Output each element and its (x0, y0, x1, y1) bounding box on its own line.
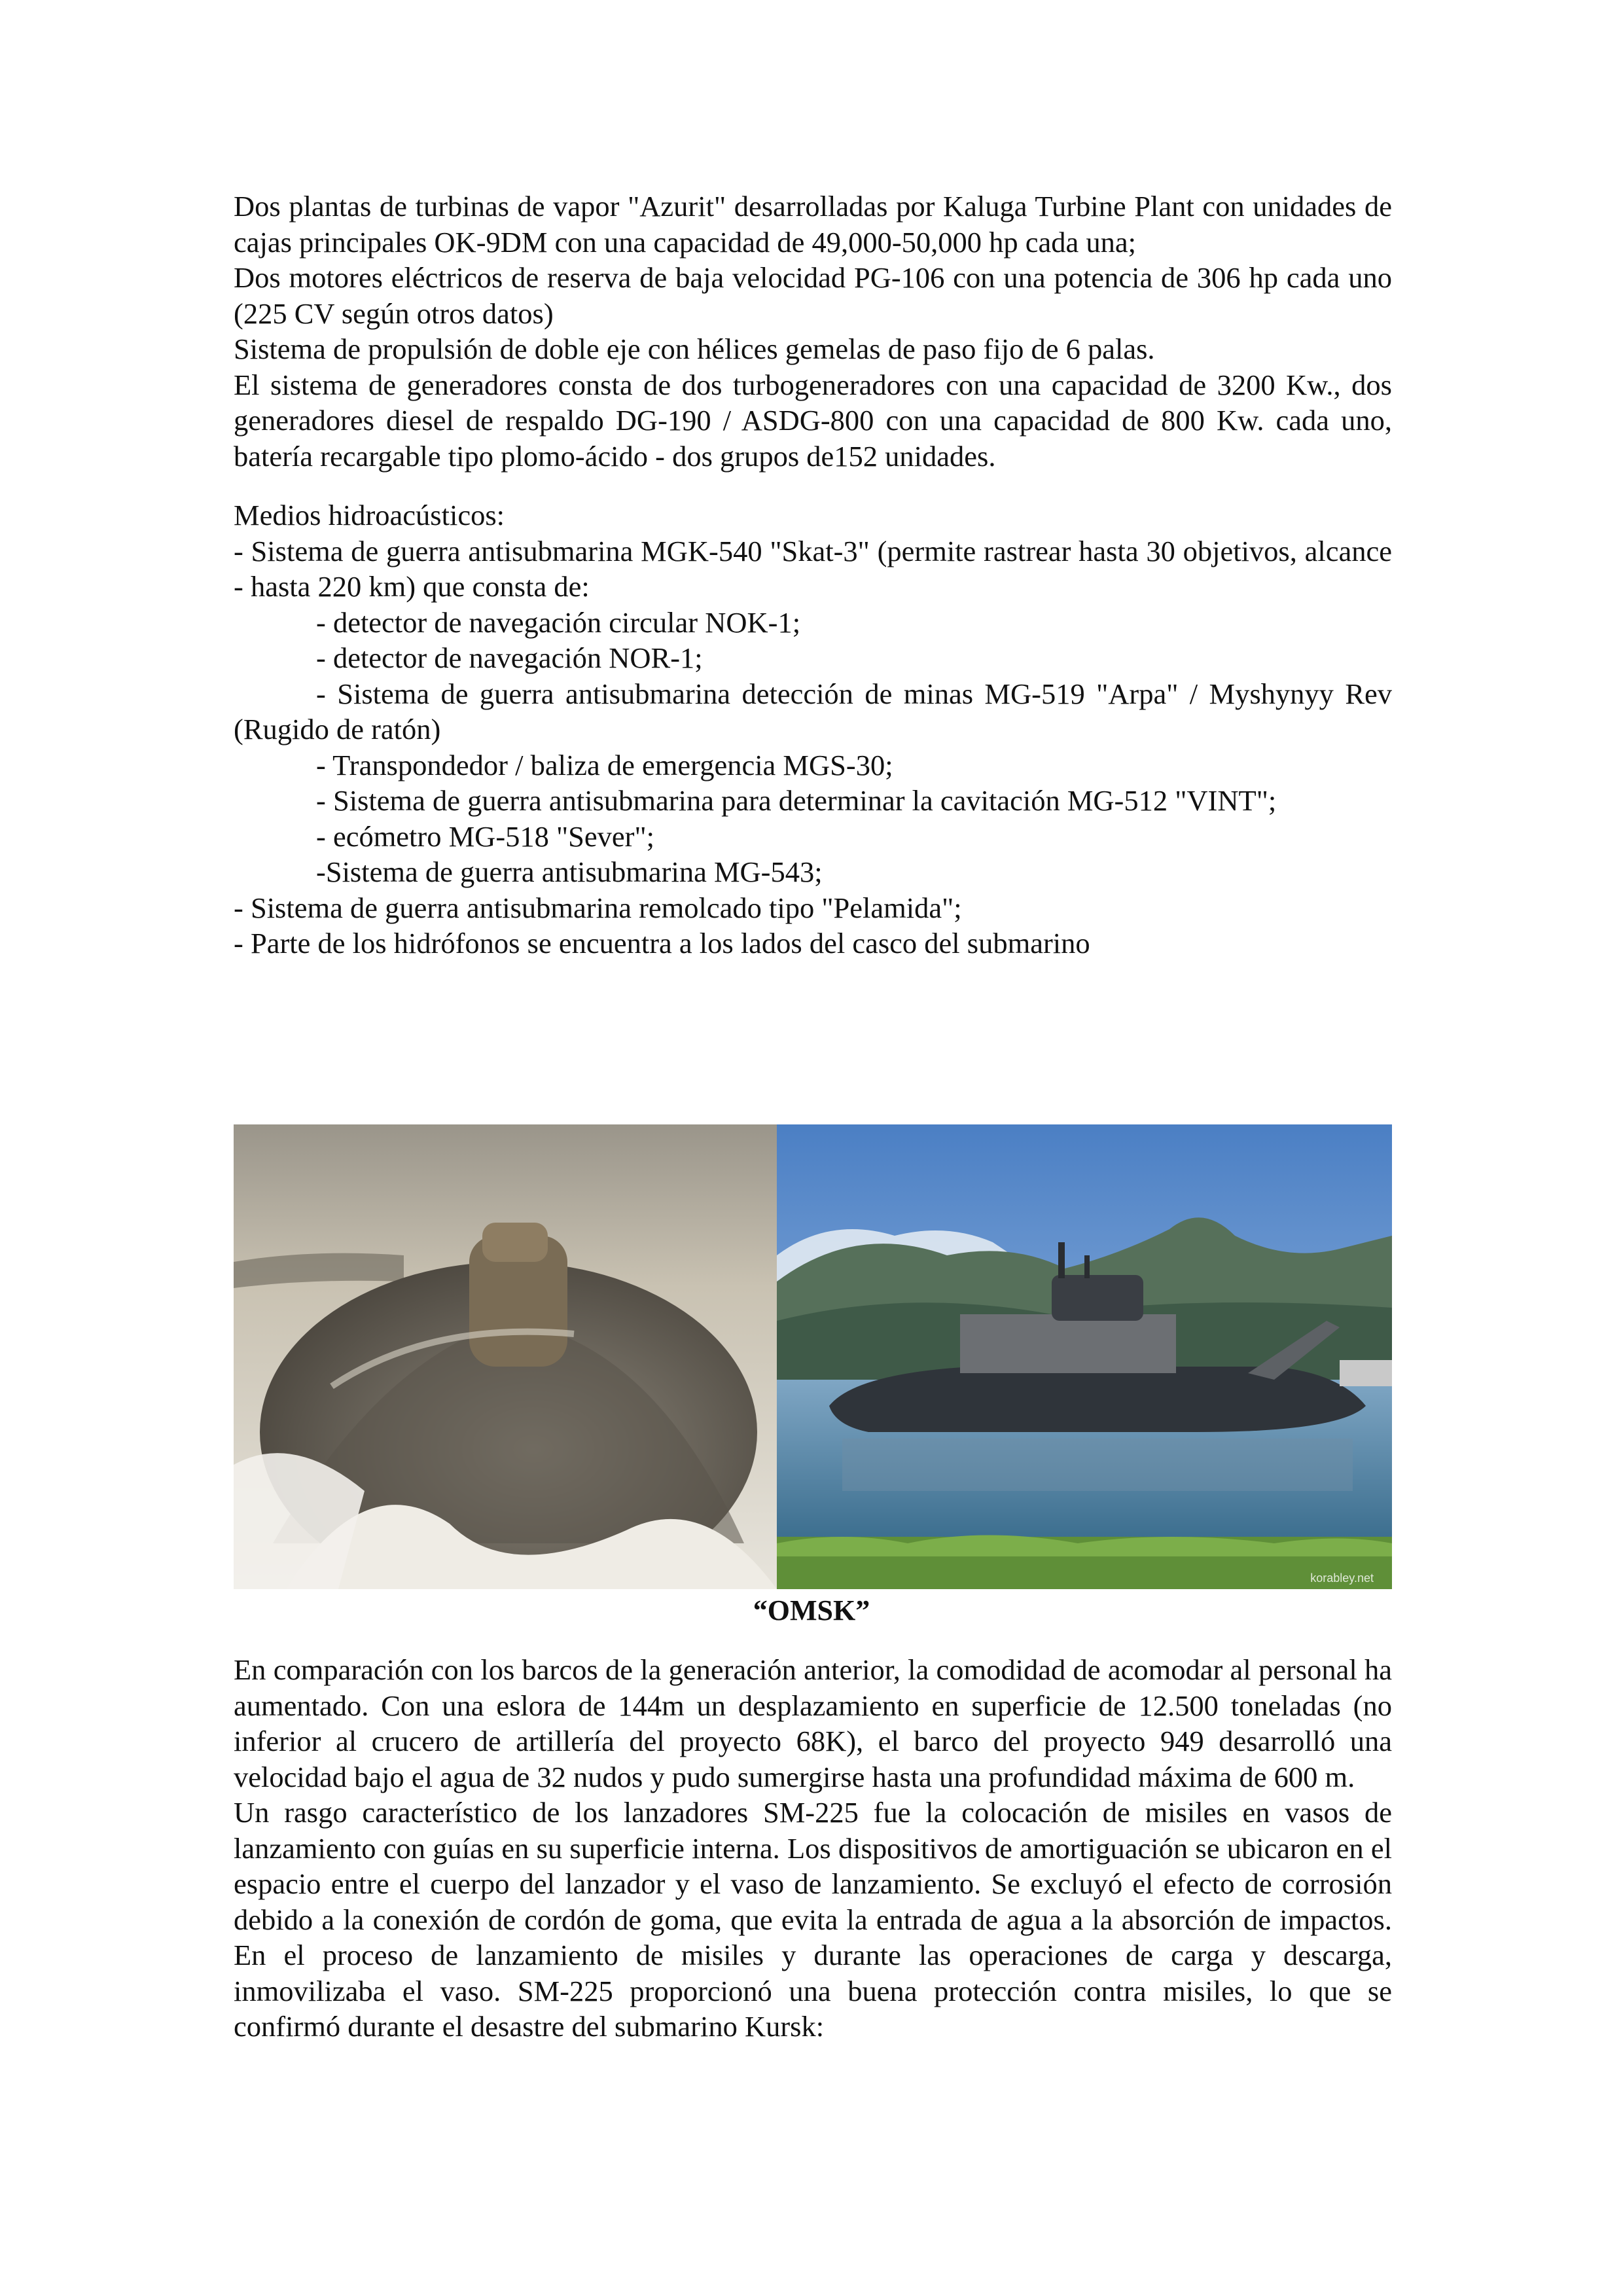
paragraph-comparison: En comparación con los barcos de la generación anterior, la comodidad de acomodar al personal ha aumentado. Con una eslora de 144m un desplazamiento en superficie de 12.500 toneladas (no inferior al crucero de artillería del proyecto 68K), el barco del proyecto 949 desarrolló una velocidad bajo el agua de 32 nudos y pudo sumergirse hasta una profundidad máxima de 600 m. (234, 1653, 1392, 1793)
hydro-sub-mg543: -Sistema de guerra antisubmarina MG-543; (316, 855, 823, 888)
hydro-item-hydrophones: - Parte de los hidrófonos se encuentra a los lados del casco del submarino (234, 927, 1090, 960)
paragraph-generators: El sistema de generadores consta de dos turbogeneradores con una capacidad de 3200 Kw., dos generadores diesel de respaldo DG-190 / ASDG-800 con una capacidad de 800 Kw. cada uno, batería recargable tipo plomo-ácido - dos grupos de152 unidades. (234, 368, 1392, 473)
text-block-comparison (234, 1652, 1392, 2045)
photo-watermark: korabley.net (1310, 1571, 1374, 1585)
hydro-sub-mgs: - Transpondedor / baliza de emergencia MGS-30; (316, 748, 893, 781)
text-block-propulsion (234, 188, 1392, 961)
photo-omsk (777, 1124, 1392, 1589)
hydro-item-skat: - Sistema de guerra antisubmarina MGK-540 "Skat-3" (permite rastrear hasta 30 objetivos, alcance - hasta 220 km) que consta de: (234, 534, 1392, 603)
photo-wreck-illustration (234, 1124, 777, 1589)
hydro-sub-arpa: - Sistema de guerra antisubmarina detección de minas MG-519 "Arpa" / Myshynyy Rev (Rugido de ratón) (234, 677, 1392, 745)
figure-caption: “OMSK” (753, 1594, 870, 1626)
hydro-heading: Medios hidroacústicos: (234, 499, 505, 531)
hydro-sub-nok: - detector de navegación circular NOK-1; (316, 605, 801, 639)
paragraph-electric-motors: Dos motores eléctricos de reserva de baja velocidad PG-106 con una potencia de 306 hp cada uno (225 CV según otros datos) (234, 261, 1392, 330)
photo-omsk-illustration (777, 1124, 1392, 1589)
hydro-sub-sever: - ecómetro MG-518 "Sever"; (316, 819, 655, 853)
hydro-item-pelamida: - Sistema de guerra antisubmarina remolcado tipo "Pelamida"; (234, 891, 962, 924)
paragraph-propulsion: Sistema de propulsión de doble eje con hélices gemelas de paso fijo de 6 palas. (234, 332, 1155, 365)
paragraph-sm225: Un rasgo característico de los lanzadores SM-225 fue la colocación de misiles en vasos de lanzamiento con guías en su superficie interna. Los dispositivos de amortiguación se ubicaron en el espacio entre el cuerpo del lanzador y el vaso de lanzamiento. Se excluyó el efecto de corrosión debido a la conexión de cordón de goma, que evita la entrada de agua a la absorción de impactos. En el proceso de lanzamiento de misiles y durante las operaciones de carga y descarga, inmovilizaba el vaso. SM-225 proporcionó una buena protección contra misiles, lo que se confirmó durante el desastre del submarino Kursk: (234, 1796, 1392, 2043)
hydro-sub-nor: - detector de navegación NOR-1; (316, 641, 703, 674)
hydro-sub-vint: - Sistema de guerra antisubmarina para determinar la cavitación MG-512 "VINT"; (316, 784, 1277, 817)
submarine-photo-figure (234, 1124, 1392, 1589)
paragraph-turbines: Dos plantas de turbinas de vapor "Azurit" desarrolladas por Kaluga Turbine Plant con unidades de cajas principales OK-9DM con una capacidad de 49,000-50,000 hp cada una; (234, 190, 1392, 259)
photo-wreck (234, 1124, 777, 1589)
